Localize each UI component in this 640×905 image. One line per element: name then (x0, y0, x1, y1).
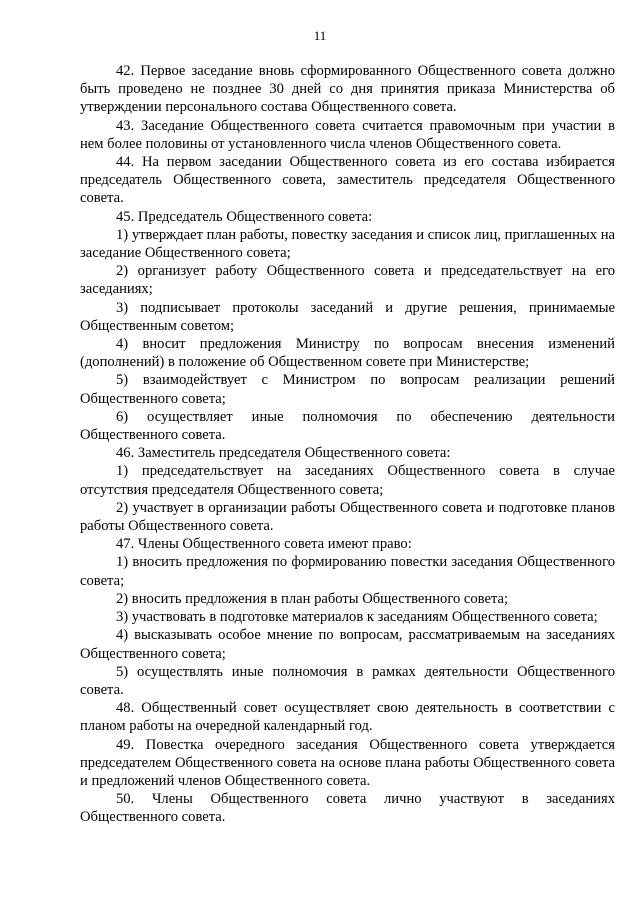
list-item-47-2: 2) вносить предложения в план работы Общественного совета; (116, 590, 509, 607)
list-item-47-3: 3) участвовать в подготовке материалов к заседаниям Общественного совета; (116, 609, 598, 626)
list-item-45-5: 5) взаимодействует с Министром по вопросам реализации решений Общественного совета; (80, 372, 615, 407)
paragraph-45-heading: 45. Председатель Общественного совета: (116, 208, 373, 225)
paragraph-48: 48. Общественный совет осуществляет свою деятельность в соответствии с планом работы на очередной календарный год. (80, 700, 615, 735)
list-item-45-1: 1) утверждает план работы, повестку заседания и список лиц, приглашенных на заседание Общественного совета; (80, 226, 615, 262)
list-item-47-5: 5) осуществлять иные полномочия в рамках деятельности Общественного совета. (80, 663, 615, 698)
document-body (80, 62, 615, 827)
paragraph-44: 44. На первом заседании Общественного совета из его состава избирается председатель Общественного совета, заместитель председателя Общественного совета. (80, 154, 615, 207)
list-item-47-4: 4) высказывать особое мнение по вопросам, рассматриваемым на заседаниях Общественного совета; (80, 627, 615, 662)
list-item-47-1: 1) вносить предложения по формированию повестки заседания Общественного совета; (80, 554, 615, 589)
paragraph-43: 43. Заседание Общественного совета считается правомочным при участии в нем более половины от установленного числа членов Общественного совета. (80, 117, 615, 152)
list-item-45-2: 2) организует работу Общественного совета и председательствует на его заседаниях; (80, 263, 615, 298)
list-item-46-1: 1) председательствует на заседаниях Общественного совета в случае отсутствия председателя Общественного совета; (80, 463, 615, 498)
paragraph-50: 50. Члены Общественного совета лично участвуют в заседаниях Общественного совета. (80, 791, 615, 826)
paragraph-47-heading: 47. Члены Общественного совета имеют право: (116, 536, 412, 553)
list-item-46-2: 2) участвует в организации работы Общественного совета и подготовке планов работы Общественного совета. (80, 499, 615, 535)
list-item-45-4: 4) вносит предложения Министру по вопросам внесения изменений (дополнений) в положение об Общественном совете при Министерстве; (80, 336, 615, 371)
paragraph-42: 42. Первое заседание вновь сформированного Общественного совета должно быть проведено не позднее 30 дней со дня принятия приказа Министерства об утверждении персонального состава Общественного совета. (80, 63, 615, 116)
page-number: 11 (313, 28, 327, 43)
paragraph-46-heading: 46. Заместитель председателя Общественного совета: (116, 445, 451, 462)
list-item-45-6: 6) осуществляет иные полномочия по обеспечению деятельности Общественного совета. (80, 408, 615, 444)
paragraph-49: 49. Повестка очередного заседания Общественного совета утверждается председателем Общественного совета на основе плана работы Общественного совета и предложений членов Общественного совета. (80, 736, 615, 789)
list-item-45-3: 3) подписывает протоколы заседаний и другие решения, принимаемые Общественным советом; (80, 299, 615, 334)
